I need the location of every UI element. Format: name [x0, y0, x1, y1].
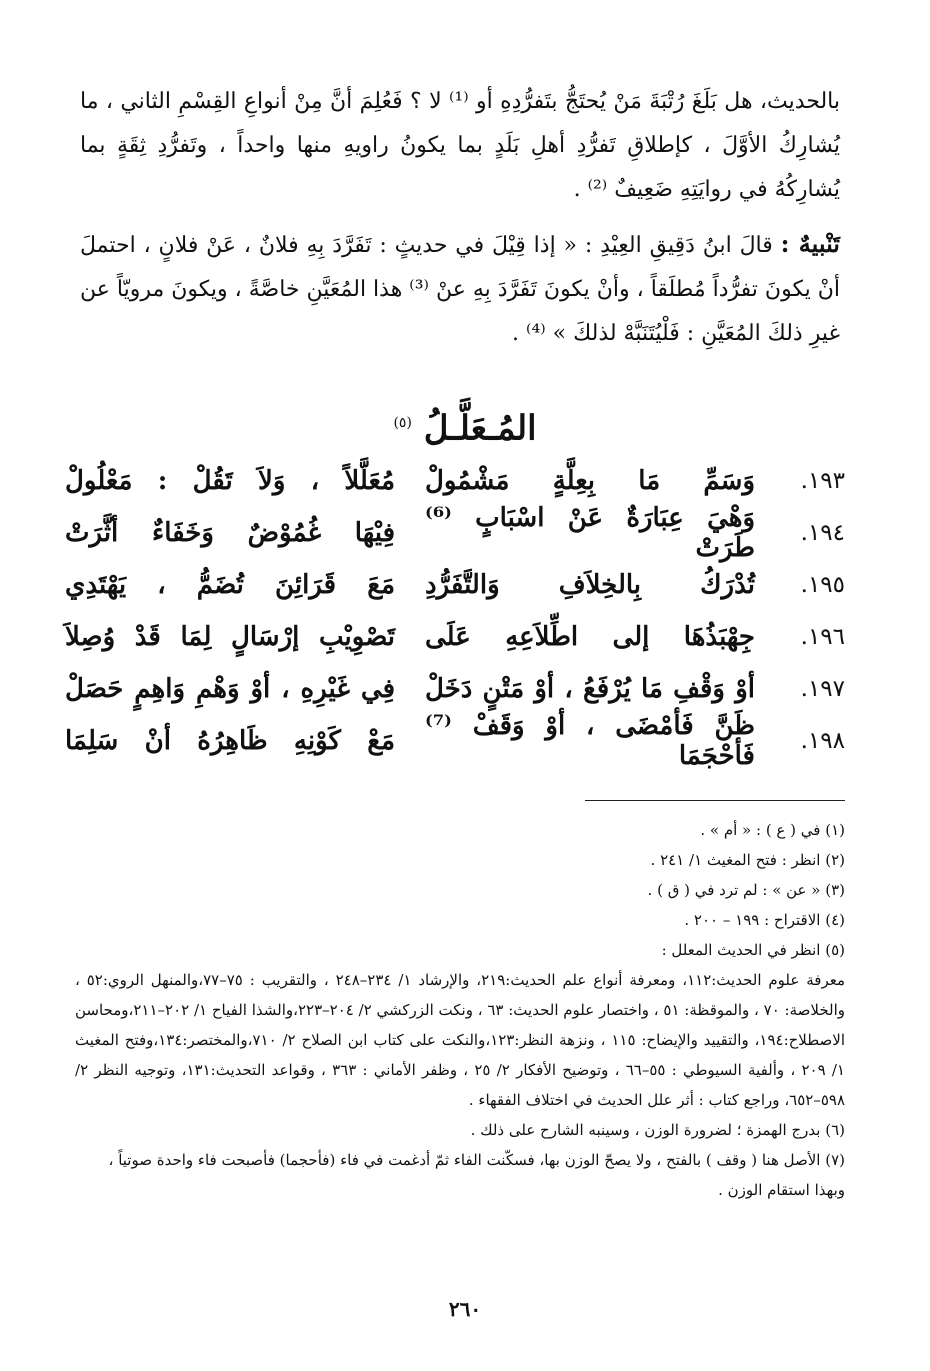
- footnote: (٦) بدرج الهمزة ؛ لضرورة الوزن ، وسينبه الشارح على ذلك .: [470, 1121, 845, 1139]
- verse-second-hemistich: تَصْوِيْبِ إرْسَالٍ لِمَا قَدْ وُصِلاَ: [65, 622, 395, 652]
- footnote: (٧) الأصل هنا ( وقف ) بالفتح ، ولا يصحّ الوزن بها، فسكّنت الفاء ثمّ أدغمت في فاء (فأحجما) فأصبحت فاء واحدة صوتياً ، وبهذا استقام الوزن .: [108, 1151, 845, 1199]
- verse-number: ١٩٥.: [800, 572, 845, 598]
- prose-block: [80, 80, 840, 356]
- section-heading: [0, 398, 930, 453]
- verse-number: ١٩٣.: [800, 468, 845, 494]
- verse-number: ١٩٨.: [800, 728, 845, 754]
- verse-first-hemistich: تُدْرَكُ بِالخِلاَفِ وَالتَّفَرُّدِ: [425, 570, 755, 600]
- verse-second-hemistich: مُعَلَّلاً ، وَلاَ تَقُلْ : مَعْلُولْ: [65, 466, 395, 496]
- verse-second-hemistich: فِيْهَا غُمُوْضٌ وَخَفَاءٌ أثَّرَتْ: [65, 518, 395, 548]
- footnote: (٣) « عن » : لم ترد في ( ق ) .: [647, 881, 845, 899]
- verse-second-hemistich: مَعْ كَوْنِهِ ظَاهِرُهُ أنْ سَلِمَا: [65, 726, 395, 756]
- footnotes: [75, 815, 845, 1205]
- verse-row: [65, 559, 845, 611]
- verse-row: [65, 663, 845, 715]
- note-lead: تَنْبيهٌ :: [780, 229, 840, 258]
- verse-first-hemistich: جِهْبَذُهَا إلى اطِّلاَعِهِ عَلَى: [425, 622, 755, 652]
- footnote-divider: [585, 800, 845, 801]
- footnote: (٤) الاقتراح : ١٩٩ – ٢٠٠ .: [684, 911, 845, 929]
- verse-row: [65, 455, 845, 507]
- verse-first-hemistich: أوْ وَقْفِ مَا يُرْفَعُ ، أوْ مَتْنٍ دَخَلْ: [425, 674, 755, 704]
- verse-second-hemistich: مَعَ قَرَائِنَ تُضَمُّ ، يَهْتَدِي: [65, 570, 395, 600]
- verse-first-hemistich: وَسَمِّ مَا بِعِلَّةٍ مَشْمُولْ: [425, 466, 755, 496]
- footnote: (١) في ( ع ) : « أم » .: [700, 821, 845, 839]
- verse-number: ١٩٧.: [800, 676, 845, 702]
- verse-list: [65, 455, 845, 771]
- verse-row: [65, 711, 845, 771]
- verse-first-hemistich: وَهْيَ عِبَارَةٌ عَنْ اسْبَابٍ ⁽⁶⁾ طَرَتْ: [425, 503, 755, 563]
- footnote: (٢) انظر : فتح المغيث ١/ ٢٤١ .: [650, 851, 845, 869]
- section-footnote-mark: (٥): [393, 415, 412, 431]
- paragraph-intro: بالحديث، هل بَلَغَ رُتْبَةَ مَنْ يُحتَجُّ بتَفرُّدِهِ أو ⁽¹⁾ لا ؟ فَعُلِمَ أنَّ مِنْ أنواعِ القِسْمِ الثاني ، ما يُشارِكُ الأوَّلَ ، كإطلاقِ تَفرُّدِ أهلِ بَلَدٍ بما يكونُ راويهِ منها واحداً ، وتَفرُّدِ ثِقَةٍ بما يُشارِكُهُ في روايَتِهِ ضَعِيفٌ ⁽²⁾ .: [80, 89, 841, 202]
- note-text: قالَ ابنُ دَقِيقِ العِيْدِ : « إذا قِيْلَ في حديثٍ : تَفَرَّدَ بِهِ فلانٌ ، عَنْ فلانٍ ، احتملَ أنْ يكونَ تفرُّداً مُطلَقاً ، وأنْ يكونَ تَفَرَّدَ بِهِ عنْ ⁽³⁾ هذا المُعَيَّنِ خاصَّةً ، ويكونَ مرويّاً عن غيرِ ذلكَ المُعَيَّنِ : فَلْيُتَنَبَّهْ لذلكَ » ⁽⁴⁾ .: [80, 233, 840, 346]
- footnote: (٥) انظر في الحديث المعلل :: [661, 941, 845, 959]
- paragraph-note: [80, 222, 840, 356]
- verse-row: [65, 611, 845, 663]
- verse-first-hemistich: ظَنَّ فَأمْضَى ، أوْ وَقَفْ ⁽⁷⁾ فَأحْجَمَا: [425, 711, 755, 771]
- verse-second-hemistich: فِي غَيْرِهِ ، أوْ وَهْمِ وَاهِمٍ حَصَلْ: [65, 674, 395, 704]
- verse-number: ١٩٤.: [800, 520, 845, 546]
- section-title: المُـعَلَّـلُ: [423, 408, 537, 449]
- verse-row: [65, 503, 845, 563]
- footnote-references: معرفة علوم الحديث:١١٢، ومعرفة أنواع علم الحديث:٢١٩، والإرشاد ١/ ٢٣٤–٢٤٨ ، والتقريب : ٧٥–٧٧،والمنهل الروي:٥٢ ، والخلاصة: ٧٠ ، والموقظة: ٥١ ، واختصار علوم الحديث: ٦٣ ، ونكت الزركشي ٢/ ٢٠٤–٢٢٣،والشذا الفياح ١/ ٢٠٢–٢١١،ومحاسن الاصطلاح:١٩٤، والتقييد والإيضاح: ١١٥ ، ونزهة النظر:١٢٣،والنكت على كتاب ابن الصلاح ٢/ ٧١٠،والمختصر:١٣٤،وفتح المغيث ١/ ٢٠٩ ، وألفية السيوطي : ٥٥–٦٦ ، وتوضيح الأفكار ٢/ ٢٥ ، وظفر الأماني : ٣٦٣ ، وقواعد التحديث:١٣١، وتوجيه النظر ٢/ ٥٩٨–٦٥٢، وراجع كتاب : أثر علل الحديث في اختلاف الفقهاء .: [75, 971, 846, 1109]
- page-number: ٢٦٠: [448, 1297, 482, 1321]
- verse-number: ١٩٦.: [800, 624, 845, 650]
